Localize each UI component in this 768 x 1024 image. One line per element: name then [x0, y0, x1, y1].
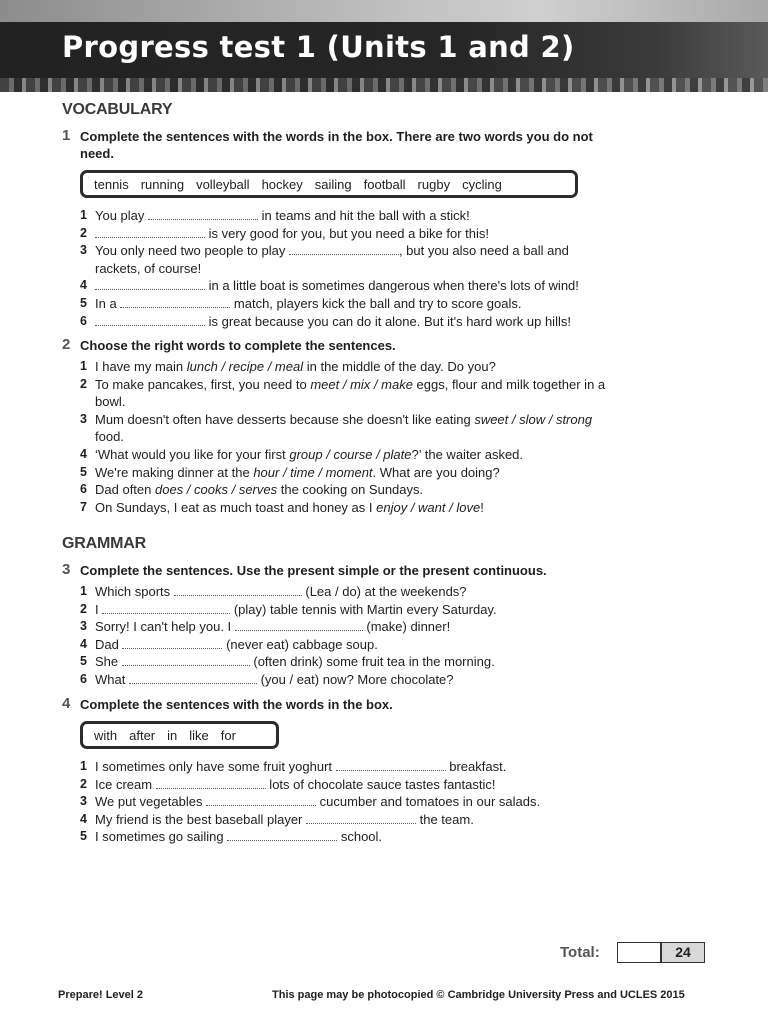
item-text-before: My friend is the best baseball player	[95, 811, 306, 827]
item-text-before: You play	[95, 208, 149, 223]
item-text-after: eggs, flour and milk together in a bowl.	[95, 376, 606, 410]
exercise-2-number: 2	[62, 336, 71, 353]
item-text-after: ?’ the waiter asked.	[411, 446, 524, 462]
item-text-before: Dad	[95, 636, 123, 652]
list-item	[80, 277, 610, 295]
list-item	[80, 358, 608, 376]
exercise-4-instruction: Complete the sentences with the words in the box.	[80, 697, 393, 712]
exercise-3-instruction: Complete the sentences. Use the present simple or the present continuous.	[80, 563, 547, 578]
answer-blank[interactable]	[227, 829, 337, 841]
answer-blank[interactable]	[206, 794, 316, 806]
word-box-1	[80, 170, 578, 198]
item-text-after: (make) dinner!	[362, 619, 451, 635]
banner-texture-top	[0, 0, 768, 22]
list-item	[80, 601, 610, 619]
item-text-before: You only need two people to play	[95, 243, 289, 259]
exercise-2-instruction: Choose the right words to complete the sentences.	[80, 338, 396, 353]
item-number: 2	[80, 225, 87, 240]
list-item	[80, 499, 608, 517]
exercise-2-items	[80, 358, 608, 516]
item-number: 6	[80, 671, 87, 686]
box-word: cycling	[462, 176, 502, 192]
item-text-before: Ice cream	[95, 776, 156, 792]
item-text-after: (play) table tennis with Martin every Saturday.	[230, 601, 497, 617]
item-number: 3	[80, 411, 87, 426]
answer-blank[interactable]	[156, 777, 266, 789]
item-number: 1	[80, 359, 87, 373]
item-text-before: I	[95, 601, 103, 617]
item-text-after: school.	[337, 829, 383, 845]
box-word: with	[94, 727, 118, 743]
item-text-after: the team.	[416, 811, 474, 827]
list-item	[80, 207, 610, 225]
list-item	[80, 758, 610, 776]
item-text-after: breakfast.	[445, 759, 507, 774]
answer-blank[interactable]	[122, 637, 222, 649]
answer-blank[interactable]	[289, 243, 399, 255]
grammar-heading: GRAMMAR	[62, 535, 146, 552]
total-label: Total:	[560, 944, 600, 961]
item-number: 2	[80, 376, 87, 391]
item-text-before: What	[95, 671, 129, 687]
item-number: 4	[80, 446, 87, 461]
list-item	[80, 464, 608, 482]
list-item	[80, 225, 610, 243]
word-choice-options[interactable]: meet / mix / make	[310, 376, 413, 392]
answer-blank[interactable]	[95, 314, 205, 326]
answer-blank[interactable]	[336, 759, 446, 771]
item-text-before: Dad often	[95, 482, 155, 498]
box-word: for	[220, 727, 236, 743]
exercise-3-number: 3	[62, 561, 71, 578]
item-number: 1	[80, 584, 87, 598]
box-word: hockey	[261, 176, 303, 192]
item-number: 7	[80, 499, 87, 514]
item-text-after: cucumber and tomatoes in our salads.	[316, 794, 541, 810]
vocabulary-heading: VOCABULARY	[62, 101, 173, 118]
item-text-after: in teams and hit the ball with a stick!	[258, 208, 470, 223]
list-item	[80, 636, 610, 654]
item-number: 4	[80, 811, 87, 826]
item-number: 1	[80, 208, 87, 222]
item-number: 3	[80, 243, 87, 258]
item-text-after: !	[480, 499, 484, 515]
exercise-3-items	[80, 583, 610, 689]
item-text-after: (you / eat) now? More chocolate?	[256, 671, 454, 687]
item-text-after: the cooking on Sundays.	[277, 482, 424, 498]
item-text-before: We're making dinner at the	[95, 464, 254, 480]
item-number: 4	[80, 278, 87, 293]
box-word: football	[363, 176, 406, 192]
page-title: Progress test 1 (Units 1 and 2)	[62, 30, 575, 64]
item-number: 2	[80, 601, 87, 616]
word-choice-options[interactable]: sweet / slow / strong	[474, 411, 593, 427]
item-text-after: in a little boat is sometimes dangerous when there's lots of wind!	[205, 278, 579, 294]
item-text-before: Sorry! I can't help you. I	[95, 619, 235, 635]
list-item	[80, 653, 610, 671]
exercise-4-items	[80, 758, 610, 846]
box-word: after	[129, 727, 156, 743]
answer-blank[interactable]	[235, 619, 363, 631]
item-text-after: is great because you can do it alone. But it's hard work up hills!	[205, 313, 571, 329]
item-text-before: I sometimes go sailing	[95, 829, 228, 845]
item-number: 3	[80, 794, 87, 809]
item-number: 6	[80, 313, 87, 328]
item-text-after: (Lea / do) at the weekends?	[301, 584, 467, 599]
item-number: 2	[80, 776, 87, 791]
item-number: 5	[80, 654, 87, 669]
answer-blank[interactable]	[148, 208, 258, 220]
word-choice-options[interactable]: hour / time / moment	[253, 464, 373, 480]
box-word: volleyball	[196, 176, 250, 192]
list-item	[80, 776, 610, 794]
total-score-input[interactable]	[617, 942, 661, 963]
exercise-4-number: 4	[62, 695, 71, 712]
answer-blank[interactable]	[122, 654, 250, 666]
banner-rough-edge	[0, 78, 768, 92]
answer-blank[interactable]	[129, 672, 257, 684]
item-number: 4	[80, 636, 87, 651]
box-word: tennis	[94, 176, 129, 192]
exercise-1-instruction: Complete the sentences with the words in the box. There are two words you do not need.	[80, 129, 593, 161]
list-item	[80, 295, 610, 313]
item-text-before: I have my main	[95, 359, 187, 374]
item-number: 6	[80, 482, 87, 497]
item-text-before: Mum doesn't often have desserts because she doesn't like eating	[95, 411, 475, 427]
item-text-after: lots of chocolate sauce tastes fantastic!	[265, 776, 496, 792]
footer-level: Prepare! Level 2	[58, 989, 143, 1001]
item-number: 5	[80, 464, 87, 479]
item-text-after: food.	[95, 429, 124, 445]
item-text-before: In a	[95, 295, 121, 311]
item-number: 3	[80, 619, 87, 634]
word-choice-options[interactable]: enjoy / want / love	[376, 499, 481, 515]
header-banner	[0, 0, 768, 92]
exercise-1-items	[80, 207, 610, 330]
answer-blank[interactable]	[306, 812, 416, 824]
item-text-after: (never eat) cabbage soup.	[222, 636, 378, 652]
item-text-before: On Sundays, I eat as much toast and honey as I	[95, 499, 377, 515]
exercise-1-number: 1	[62, 127, 71, 144]
item-text-before: To make pancakes, first, you need to	[95, 376, 311, 392]
word-choice-options[interactable]: does / cooks / serves	[155, 482, 278, 498]
item-text-before: Which sports	[95, 584, 174, 599]
answer-blank[interactable]	[120, 296, 230, 308]
item-text-after: in the middle of the day. Do you?	[303, 359, 496, 374]
list-item	[80, 793, 610, 811]
list-item	[80, 313, 610, 331]
list-item	[80, 481, 608, 499]
word-box-4	[80, 721, 279, 749]
list-item	[80, 828, 610, 846]
list-item	[80, 376, 608, 411]
list-item	[80, 446, 608, 464]
list-item	[80, 618, 610, 636]
answer-blank[interactable]	[174, 584, 302, 596]
list-item	[80, 811, 610, 829]
item-text-after: match, players kick the ball and try to score goals.	[230, 295, 522, 311]
item-text-after: is very good for you, but you need a bike for this!	[205, 225, 489, 241]
box-word: like	[189, 727, 209, 743]
item-text-before: We put vegetables	[95, 794, 207, 810]
box-word: running	[140, 176, 185, 192]
box-word: sailing	[314, 176, 352, 192]
answer-blank[interactable]	[95, 226, 205, 238]
word-choice-options[interactable]: lunch / recipe / meal	[186, 359, 304, 374]
item-text-before: She	[95, 654, 122, 670]
item-text-after: , but you also need a ball and rackets, of course!	[95, 243, 569, 276]
word-choice-options[interactable]: group / course / plate	[289, 446, 412, 462]
answer-blank[interactable]	[95, 278, 205, 290]
total-max-score: 24	[661, 942, 705, 963]
item-number: 5	[80, 295, 87, 310]
item-number: 5	[80, 829, 87, 844]
box-word: rugby	[417, 176, 451, 192]
answer-blank[interactable]	[102, 602, 230, 614]
list-item	[80, 411, 608, 446]
item-number: 1	[80, 759, 87, 773]
list-item	[80, 583, 610, 601]
list-item	[80, 242, 610, 277]
item-text-before: I sometimes only have some fruit yoghurt	[95, 759, 336, 774]
item-text-after: . What are you doing?	[372, 464, 500, 480]
item-text-after: (often drink) some fruit tea in the morning.	[249, 654, 495, 670]
list-item	[80, 671, 610, 689]
item-text-before: ‘What would you like for your first	[95, 446, 290, 462]
box-word: in	[167, 727, 178, 743]
footer-copyright: This page may be photocopied © Cambridge University Press and UCLES 2015	[272, 989, 685, 1001]
